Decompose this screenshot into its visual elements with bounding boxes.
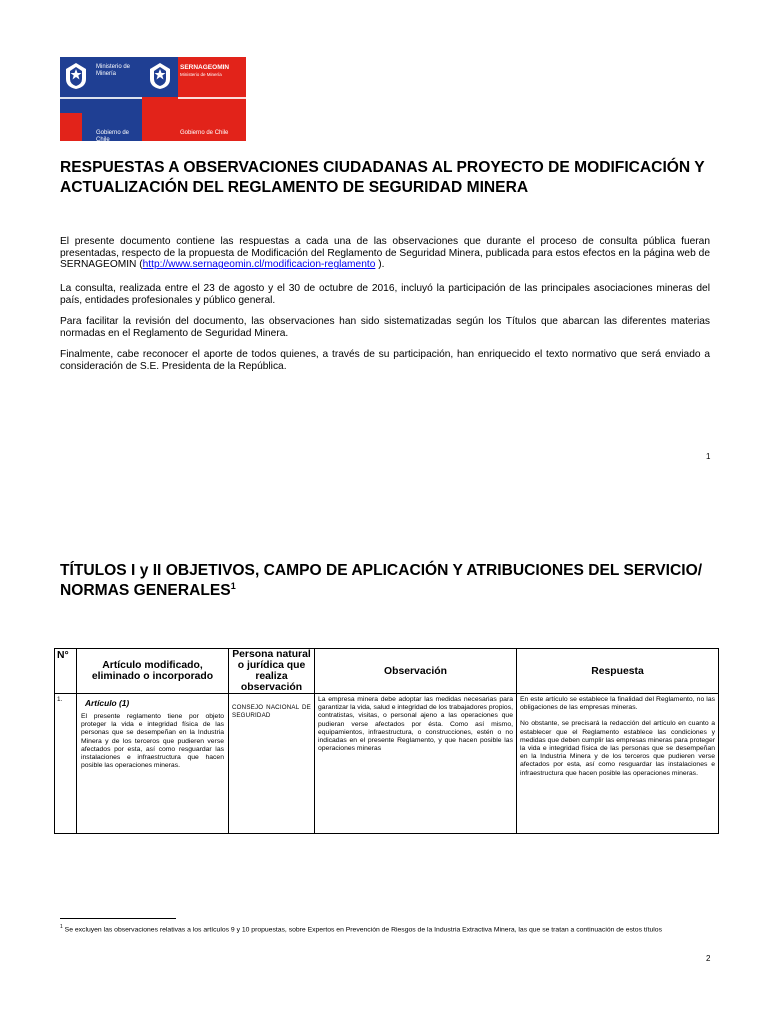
header-articulo: Artículo modificado, eliminado o incorporado: [77, 649, 229, 694]
table-header-row: [55, 649, 719, 694]
ministerio-logo: [60, 57, 142, 141]
respuesta-p1: En este artículo se establece la finalidad del Reglamento, no las obligaciones de las empresas mineras.: [520, 696, 715, 712]
footnote-ref: 1: [230, 581, 236, 591]
page-number: 2: [706, 954, 711, 963]
coat-of-arms-icon: [146, 61, 174, 91]
reglamento-link[interactable]: http://www.sernageomin.cl/modificacion-reglamento: [142, 259, 376, 271]
gobierno-label: Gobierno de Chile: [96, 130, 130, 143]
logo-banner: [60, 57, 246, 141]
ministerio-name: Ministerio de Minería: [96, 64, 131, 77]
coat-of-arms-icon: [62, 61, 90, 91]
row-articulo: [77, 694, 229, 834]
header-num: N°: [55, 649, 77, 694]
row-persona: CONSEJO NACIONAL DE SEGURIDAD: [229, 694, 315, 834]
sernageomin-sub: Ministerio de Minería: [180, 72, 222, 77]
intro-paragraph-3: Para facilitar la revisión del documento, las observaciones han sido sistematizadas según los Títulos que abarcan las diferentes materias normadas en el Reglamento de Seguridad Minera.: [60, 316, 710, 339]
sernageomin-name: SERNAGEOMIN: [180, 64, 230, 71]
intro-paragraph-1: El presente documento contiene las respuestas a cada una de las observaciones que durante el proceso de consulta pública fueran presentadas, respecto de la propuesta de Modificación del Reglamento de Seguridad Minera, publicada para estos efectos en la página web de SERNAGEOMIN (http://www.sernageomin.cl/modificacion-reglamento ).: [60, 236, 710, 271]
footnote: $^1$ Se excluyen las observaciones relativas a los artículos 9 y 10 propuestas, sobre Expertos en Prevención de Riesgos de la Industria Extractiva Minera, las que se tratan a continuación de estos títulos: [60, 924, 662, 934]
row-num: 1.: [55, 694, 77, 834]
observations-table: [54, 648, 719, 834]
footnote-separator: [60, 918, 176, 919]
header-respuesta: Respuesta: [517, 649, 719, 694]
intro-paragraph-2: La consulta, realizada entre el 23 de agosto y el 30 de octubre de 2016, incluyó la participación de las principales asociaciones mineras del país, entidades profesionales y público general.: [60, 283, 710, 306]
page-number: 1: [706, 452, 711, 461]
row-respuesta: [517, 694, 719, 834]
intro-paragraph-4: Finalmente, cabe reconocer el aporte de todos quienes, a través de su participación, han enriquecido el texto normativo que será enviado a consideración de S.E. Presidenta de la República.: [60, 349, 710, 372]
articulo-heading: Artículo (1): [85, 698, 130, 708]
document-title: RESPUESTAS A OBSERVACIONES CIUDADANAS AL PROYECTO DE MODIFICACIÓN Y ACTUALIZACIÓN DEL REGLAMENTO DE SEGURIDAD MINERA: [60, 159, 705, 196]
gobierno-label: Gobierno de Chile: [180, 130, 229, 136]
articulo-text: El presente reglamento tiene por objeto proteger la vida e integridad física de las personas que se desempeñan en la Industria Minera y de los terceros que pudieren verse afectados por esta, así como resguardar las instalaciones e infraestructura que hacen posible las operaciones mineras.: [81, 713, 224, 770]
row-observacion: La empresa minera debe adoptar las medidas necesarias para garantizar la vida, salud e integridad de los trabajadores propios, contratistas, visitas, o personal ajeno a las operaciones que pudieran verse afectados por ésta. Como así mismo, equipamientos, infraestructura, o construcciones, estén o no indicadas en el presente Reglamento, y que hacen posible las operaciones mineras: [315, 694, 517, 834]
header-persona: Persona natural o jurídica que realiza observación: [229, 649, 315, 694]
sernageomin-logo: [142, 57, 246, 141]
respuesta-p2: No obstante, se precisará la redacción del artículo en cuanto a establecer que el Reglamento establece las condiciones y medidas que deben cumplir las empresas mineras para proteger la vida e integridad física de las personas que se desempeñan en la Industria Minera y de los terceros que pudieren verse afectados por esta, así como resguardar las instalaciones e infraestructura que hacen posible las operaciones mineras.: [520, 720, 715, 777]
section-title: TÍTULOS I y II OBJETIVOS, CAMPO DE APLICACIÓN Y ATRIBUCIONES DEL SERVICIO/ NORMAS GENERALES$^1$: [60, 562, 703, 599]
header-observacion: Observación: [315, 649, 517, 694]
table-row: [55, 694, 719, 834]
